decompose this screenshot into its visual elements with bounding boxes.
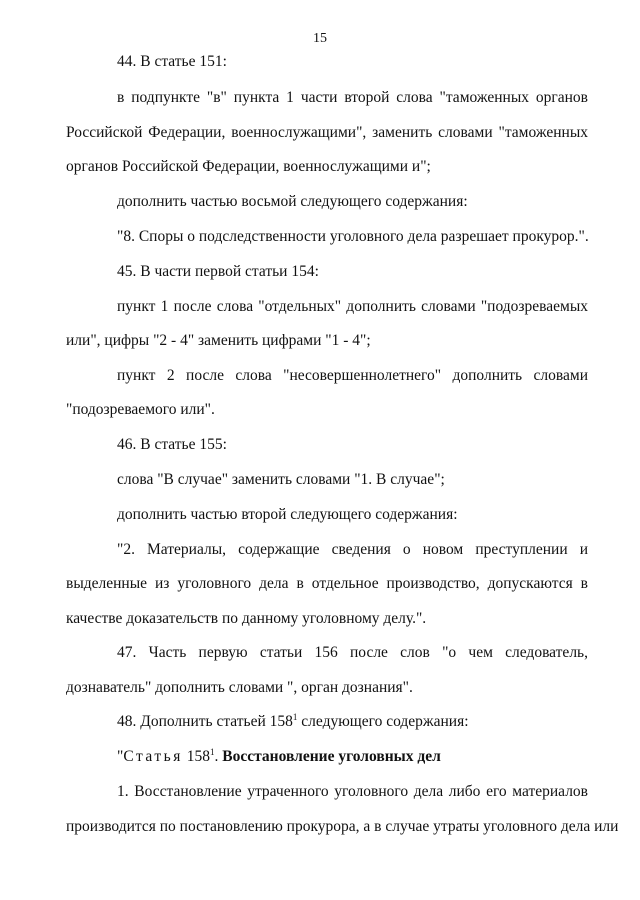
open-quote: "	[117, 748, 124, 765]
item-47-line: 47. Часть первую статьи 156 после слов "о чем следователь,	[117, 644, 588, 661]
item-44-heading: 44. В статье 151:	[117, 53, 227, 70]
page-number: 15	[313, 31, 327, 46]
superscript: 1	[292, 712, 298, 722]
text-run: 48. Дополнить статьей 158	[117, 713, 293, 730]
article-word: Статья	[123, 748, 183, 765]
item-46-heading: 46. В статье 155:	[117, 436, 227, 453]
paragraph-line: дознаватель" дополнить словами ", орган дознания".	[66, 679, 413, 696]
paragraph-line: 1. Восстановление утраченного уголовного дела либо его материалов	[117, 783, 588, 800]
article-heading	[117, 747, 588, 767]
article-dot: .	[214, 748, 219, 765]
paragraph-line: "8. Споры о подследственности уголовного дела разрешает прокурор.".	[117, 228, 589, 245]
paragraph-line: дополнить частью восьмой следующего содержания:	[117, 193, 468, 210]
paragraph-line: в подпункте "в" пункта 1 части второй слова "таможенных органов	[117, 89, 588, 106]
text-run: следующего содержания:	[297, 713, 469, 730]
paragraph-line: качестве доказательств по данному уголовному делу.".	[66, 610, 427, 627]
paragraph-line: "подозреваемого или".	[66, 401, 215, 418]
article-number: 158	[182, 748, 211, 765]
paragraph-line: слова "В случае" заменить словами "1. В случае";	[117, 471, 445, 488]
item-48-heading	[117, 712, 588, 732]
paragraph-line: пункт 2 после слова "несовершеннолетнего" дополнить словами	[117, 367, 588, 384]
paragraph-line: или", цифры "2 - 4" заменить цифрами "1 - 4";	[66, 332, 371, 349]
paragraph-line: выделенные из уголовного дела в отдельное производство, допускаются в	[66, 575, 588, 592]
paragraph-line: Российской Федерации, военнослужащими", заменить словами "таможенных	[66, 124, 588, 141]
paragraph-line: органов Российской Федерации, военнослужащими и";	[66, 158, 431, 175]
paragraph-line: пункт 1 после слова "отдельных" дополнить словами "подозреваемых	[117, 298, 588, 315]
paragraph-line: дополнить частью второй следующего содержания:	[117, 506, 458, 523]
article-title: Восстановление уголовных дел	[218, 748, 441, 765]
paragraph-line: "2. Материалы, содержащие сведения о новом преступлении и	[117, 541, 588, 558]
superscript: 1	[210, 747, 215, 757]
item-45-heading: 45. В части первой статьи 154:	[117, 263, 319, 280]
paragraph-line: производится по постановлению прокурора, а в случае утраты уголовного дела или	[66, 818, 619, 835]
